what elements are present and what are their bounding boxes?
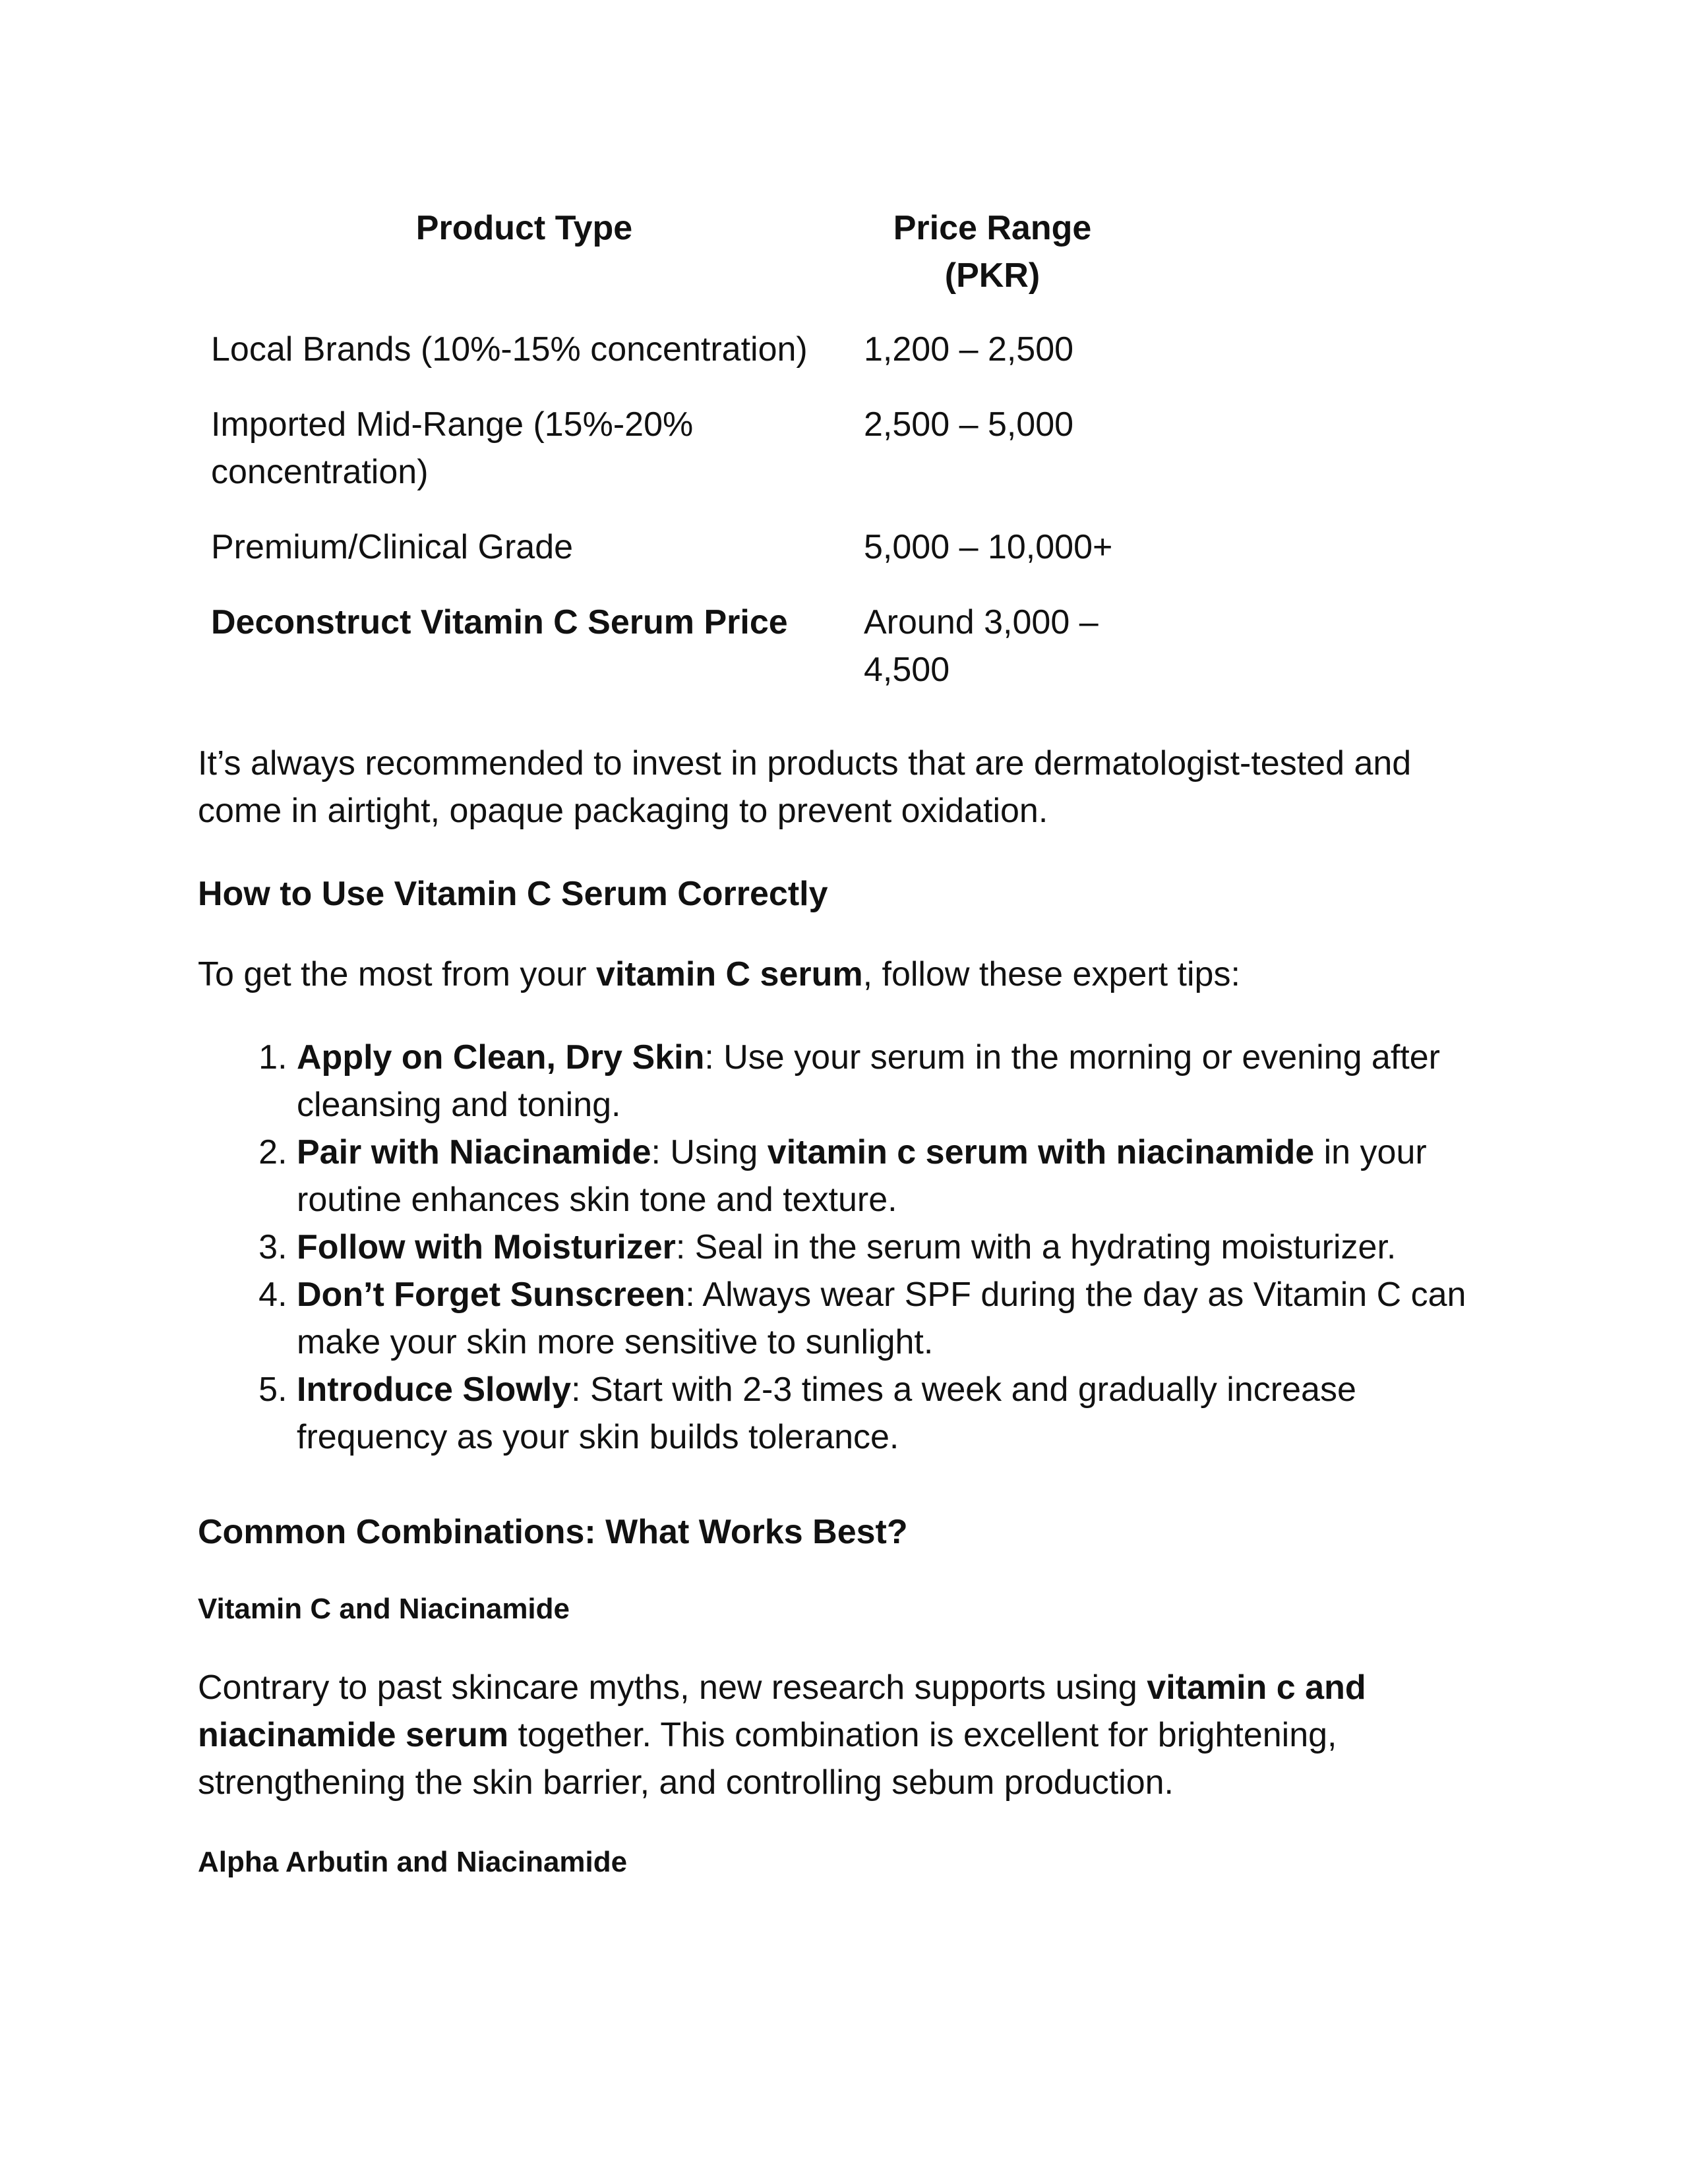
document-page <box>198 204 1490 1917</box>
product-type-cell: Local Brands (10%-15% concentration) <box>211 330 808 369</box>
tip-text: : Start with 2-3 times a week and gradually increase frequency as your skin builds tolerance. <box>297 1371 1356 1456</box>
tips-list <box>198 1034 1490 1461</box>
invest-paragraph: It’s always recommended to invest in products that are dermatologist-tested and come in airtight, opaque packaging to prevent oxidation. <box>198 744 1412 830</box>
intro-paragraph <box>198 951 1490 998</box>
list-item <box>297 1034 1490 1129</box>
intro-text: To get the most from your <box>198 955 597 993</box>
tip-bold-phrase: vitamin c serum with niacinamide <box>767 1133 1315 1171</box>
header-product-type: Product Type <box>415 209 633 247</box>
table-row <box>198 401 1134 523</box>
price-table <box>198 204 1134 721</box>
table-header-row <box>198 204 1134 326</box>
list-item <box>297 1366 1490 1461</box>
combo-paragraph <box>198 1664 1490 1806</box>
tip-text: : Use your serum in the morning or evening after cleansing and toning. <box>297 1038 1440 1124</box>
tip-text: : Always wear SPF during the day as Vitamin C can make your skin more sensitive to sunlight. <box>297 1276 1466 1361</box>
price-range-cell: 1,200 – 2,500 <box>864 330 1074 369</box>
heading-how-to-use: How to Use Vitamin C Serum Correctly <box>198 875 828 913</box>
subheading-arbutin-niacinamide: Alpha Arbutin and Niacinamide <box>198 1846 628 1878</box>
price-range-cell: Around 3,000 – 4,500 <box>864 603 1099 689</box>
tip-title: Introduce Slowly <box>297 1371 572 1409</box>
list-item <box>297 1224 1490 1271</box>
table-row <box>198 523 1134 599</box>
combo-bold-text: vitamin c and niacinamide serum <box>198 1668 1366 1754</box>
table-row <box>198 599 1134 721</box>
intro-bold-text: vitamin C serum <box>596 955 863 993</box>
header-price-range: Price Range (PKR) <box>893 209 1092 295</box>
tip-title: Don’t Forget Sunscreen <box>297 1276 686 1314</box>
product-type-cell: Deconstruct Vitamin C Serum Price <box>211 603 788 641</box>
tip-title: Apply on Clean, Dry Skin <box>297 1038 705 1077</box>
tip-text: : Using <box>651 1133 768 1171</box>
list-item <box>297 1129 1490 1224</box>
subheading-vitc-niacinamide: Vitamin C and Niacinamide <box>198 1593 570 1625</box>
combo-text-end: together. This combination is excellent for brightening, strengthening the skin barrier, and controlling sebum production. <box>198 1716 1337 1802</box>
price-range-cell: 2,500 – 5,000 <box>864 405 1074 444</box>
tip-title: Follow with Moisturizer <box>297 1228 676 1266</box>
price-range-cell: 5,000 – 10,000+ <box>864 528 1113 566</box>
combo-text: Contrary to past skincare myths, new research supports using <box>198 1668 1147 1707</box>
intro-text-end: , follow these expert tips: <box>862 955 1240 993</box>
tip-title: Pair with Niacinamide <box>297 1133 651 1171</box>
table-row <box>198 326 1134 401</box>
tip-text: : Seal in the serum with a hydrating moisturizer. <box>675 1228 1397 1266</box>
product-type-cell: Imported Mid-Range (15%-20% concentration) <box>211 405 694 491</box>
list-item <box>297 1271 1490 1366</box>
tip-text-end: in your routine enhances skin tone and texture. <box>297 1133 1427 1219</box>
product-type-cell: Premium/Clinical Grade <box>211 528 574 566</box>
heading-combinations: Common Combinations: What Works Best? <box>198 1513 908 1551</box>
